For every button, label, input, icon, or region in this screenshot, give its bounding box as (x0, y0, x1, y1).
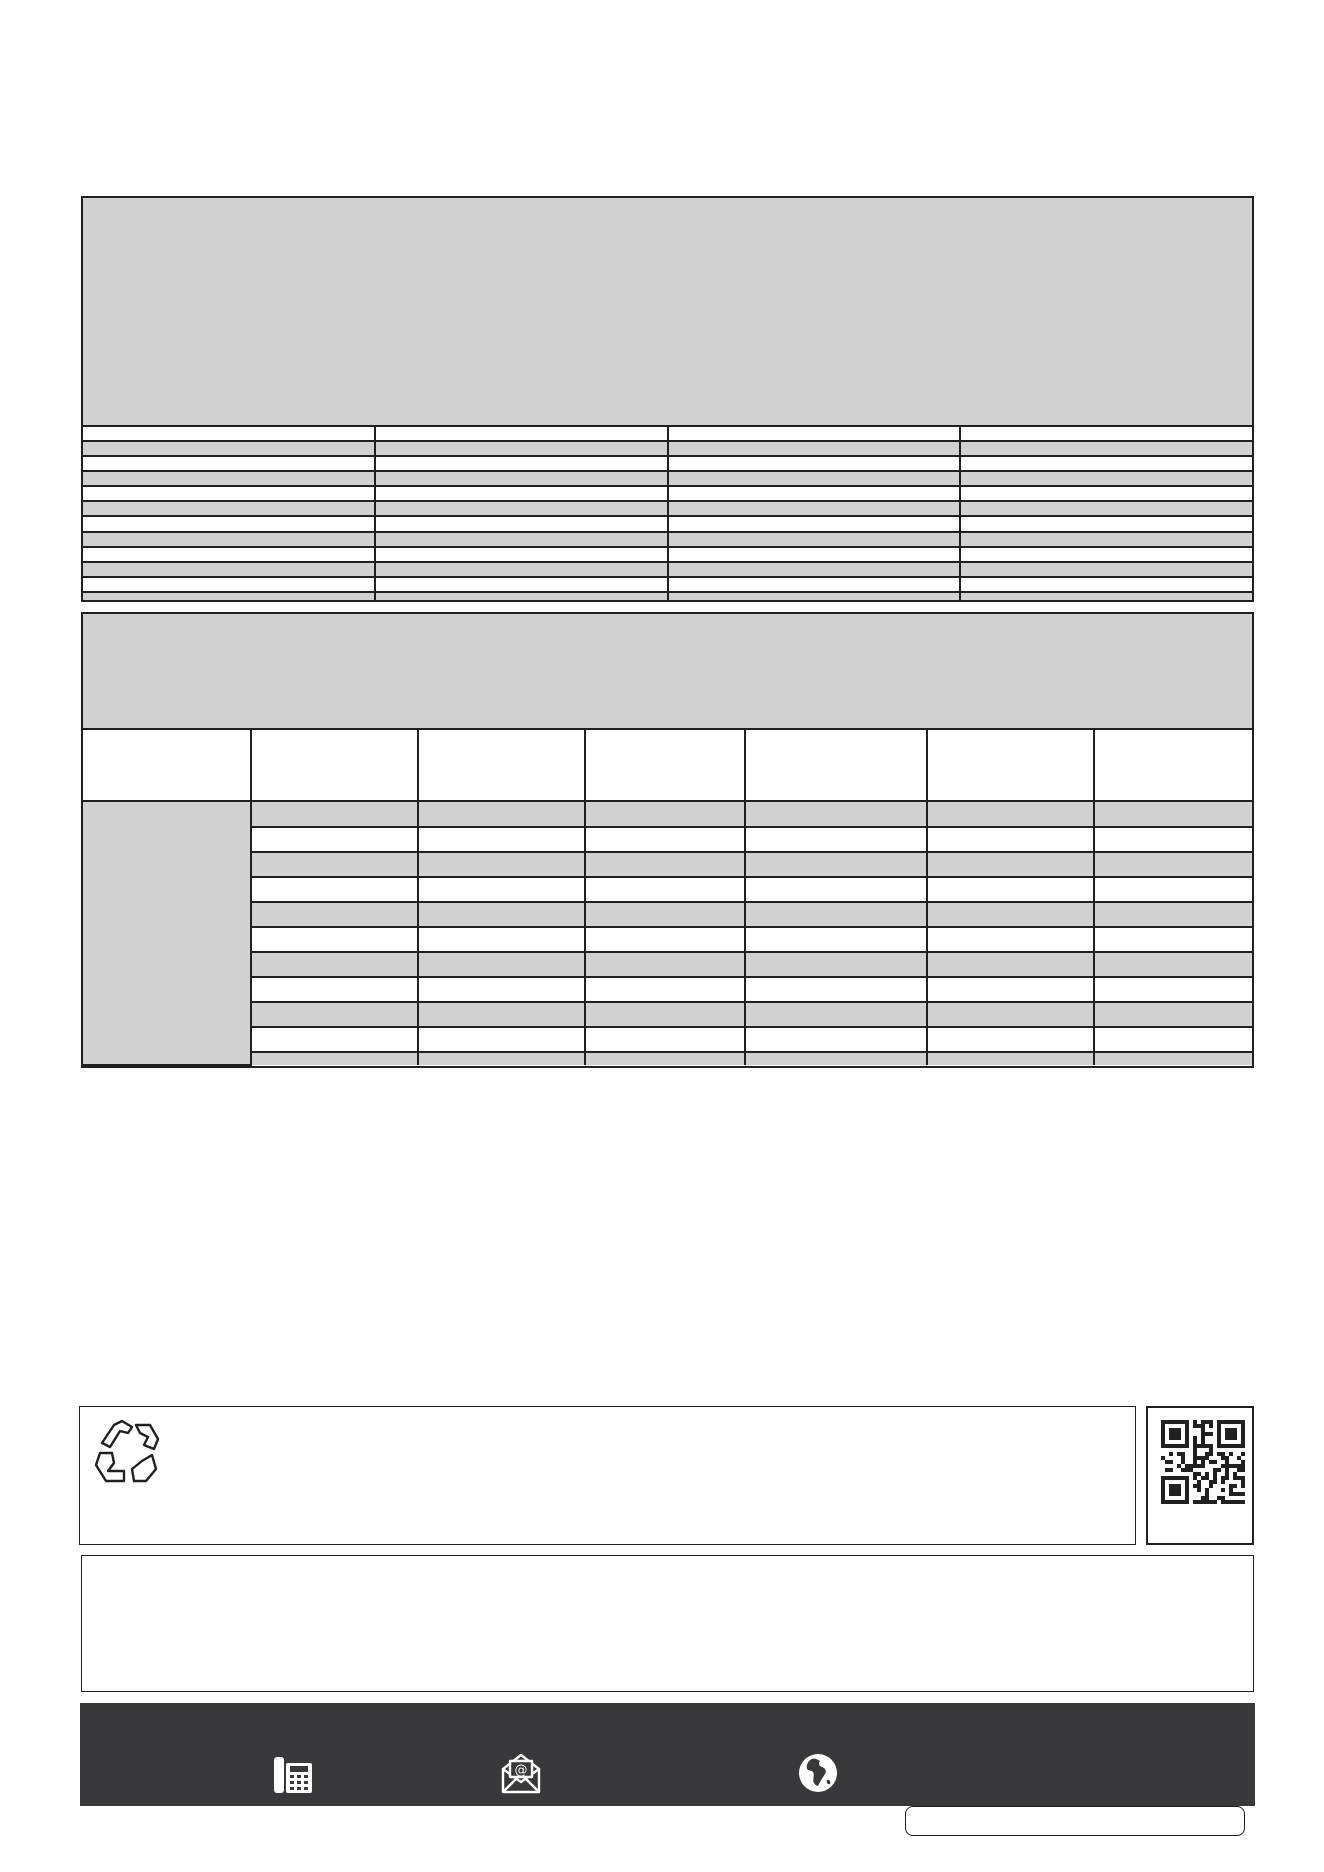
spec-table-row (83, 562, 1252, 577)
perf-table-cell (251, 852, 418, 877)
perf-table-column-header (418, 729, 585, 801)
spec-table-cell (668, 577, 960, 592)
spec-table-cell (668, 456, 960, 471)
perf-table-cell (745, 852, 927, 877)
perf-table-cell (251, 952, 418, 977)
perf-table-cell (1094, 1052, 1252, 1065)
perf-table-group-cell (83, 801, 251, 1065)
contact-bar (80, 1703, 1255, 1806)
spec-table-row (83, 456, 1252, 471)
perf-table-cell (745, 1027, 927, 1052)
perf-table-cell (418, 1027, 585, 1052)
perf-table-cell (745, 927, 927, 952)
spec-table-row (83, 592, 1252, 600)
spec-table-cell (83, 592, 375, 600)
spec-table-cell (83, 562, 375, 577)
qr-box (1146, 1406, 1254, 1545)
spec-table-cell (375, 577, 667, 592)
perf-table-cell (251, 927, 418, 952)
perf-table-cell (418, 977, 585, 1002)
spec-table-cell (375, 426, 667, 441)
spec-table-cell (83, 441, 375, 456)
spec-table-cell (960, 547, 1252, 562)
qr-code (1161, 1420, 1245, 1504)
perf-table-row (83, 801, 1252, 826)
spec-table-cell (960, 501, 1252, 516)
perf-table-row (83, 977, 1252, 1002)
perf-table-row (83, 852, 1252, 877)
perf-table-cell (251, 877, 418, 902)
perf-table-cell (1094, 852, 1252, 877)
spec-table-cell (668, 441, 960, 456)
spec-table-cell (960, 426, 1252, 441)
spec-table-cell (960, 562, 1252, 577)
spec-table-row (83, 486, 1252, 501)
perf-table-cell (585, 1027, 745, 1052)
reference-number-box (905, 1806, 1245, 1836)
performance-table (81, 612, 1254, 1068)
spec-table-cell (668, 562, 960, 577)
perf-table-row (83, 827, 1252, 852)
perf-table-cell (418, 902, 585, 927)
spec-table-cell (960, 592, 1252, 600)
spec-table-row (83, 516, 1252, 531)
perf-table-cell (927, 1002, 1094, 1027)
spec-table-cell (375, 516, 667, 531)
spec-table-row (83, 577, 1252, 592)
perf-table-cell (1094, 1002, 1252, 1027)
perf-table-row (83, 927, 1252, 952)
spec-table-cell (668, 486, 960, 501)
perf-table-cell (251, 827, 418, 852)
spec-table-row (83, 426, 1252, 441)
email-icon (500, 1751, 542, 1795)
perf-table-cell (251, 801, 418, 826)
perf-table-cell (585, 977, 745, 1002)
perf-table-cell (418, 801, 585, 826)
perf-table-cell (585, 877, 745, 902)
perf-table-cell (1094, 902, 1252, 927)
perf-table-cell (585, 927, 745, 952)
spec-table-row (83, 501, 1252, 516)
spec-table-cell (83, 471, 375, 486)
perf-table-cell (745, 952, 927, 977)
spec-table-cell (668, 547, 960, 562)
perf-table-row (83, 952, 1252, 977)
perf-table-cell (927, 1027, 1094, 1052)
svg-text:@: @ (514, 1763, 528, 1778)
spec-table-cell (960, 516, 1252, 531)
perf-table-cell (1094, 927, 1252, 952)
perf-table-cell (745, 827, 927, 852)
spec-table-row (83, 441, 1252, 456)
spec-table-cell (83, 426, 375, 441)
perf-table-column-header (745, 729, 927, 801)
perf-table-cell (1094, 801, 1252, 826)
perf-table-cell (745, 977, 927, 1002)
perf-table-cell (418, 877, 585, 902)
spec-table-cell (375, 532, 667, 547)
spec-table-header (83, 198, 1252, 426)
spec-table-cell (960, 441, 1252, 456)
spec-table-row (83, 547, 1252, 562)
perf-table-header (83, 614, 1252, 729)
perf-table-row (83, 877, 1252, 902)
perf-table-cell (585, 952, 745, 977)
perf-table-cell (585, 1002, 745, 1027)
spec-table-cell (375, 592, 667, 600)
spec-table-cell (668, 501, 960, 516)
perf-table-row (83, 1027, 1252, 1052)
spec-table-cell (83, 532, 375, 547)
spec-table-cell (375, 562, 667, 577)
spec-table-cell (375, 501, 667, 516)
perf-table-cell (1094, 952, 1252, 977)
perf-table-cell (745, 877, 927, 902)
perf-table-cell (418, 1002, 585, 1027)
perf-table-column-header-row (83, 729, 1252, 801)
recycle-icon (92, 1419, 160, 1485)
globe-icon (798, 1753, 838, 1793)
spec-table-cell (375, 471, 667, 486)
perf-table-cell (745, 1052, 927, 1065)
recycling-panel (79, 1406, 1136, 1545)
spec-table-cell (375, 486, 667, 501)
perf-table-cell (418, 1052, 585, 1065)
perf-table-cell (585, 852, 745, 877)
perf-table-cell (927, 827, 1094, 852)
perf-table-cell (745, 801, 927, 826)
perf-table-cell (927, 902, 1094, 927)
perf-table-row (83, 1002, 1252, 1027)
spec-table-cell (375, 456, 667, 471)
spec-table-row (83, 471, 1252, 486)
perf-table-cell (1094, 827, 1252, 852)
spec-table-cell (960, 456, 1252, 471)
spec-table-cell (83, 501, 375, 516)
perf-table-column-header (83, 729, 251, 801)
perf-table-row (83, 1052, 1252, 1065)
telephone-icon (272, 1755, 314, 1795)
spec-table-cell (668, 516, 960, 531)
perf-table-cell (585, 827, 745, 852)
perf-table-cell (927, 852, 1094, 877)
perf-table-cell (927, 927, 1094, 952)
perf-table-cell (585, 1052, 745, 1065)
perf-table-cell (927, 977, 1094, 1002)
spec-table-cell (83, 547, 375, 562)
spec-table-cell (375, 441, 667, 456)
perf-table-cell (927, 877, 1094, 902)
spec-table-cell (375, 547, 667, 562)
spec-table-cell (960, 577, 1252, 592)
notes-panel (81, 1555, 1254, 1692)
spec-table-row (83, 532, 1252, 547)
spec-table-cell (960, 486, 1252, 501)
perf-table-cell (745, 902, 927, 927)
perf-table-cell (927, 1052, 1094, 1065)
perf-table-cell (418, 927, 585, 952)
perf-table-column-header (1094, 729, 1252, 801)
spec-table-cell (668, 592, 960, 600)
perf-table-column-header (251, 729, 418, 801)
spec-table-cell (83, 516, 375, 531)
spec-table-cell (668, 532, 960, 547)
perf-table-cell (585, 902, 745, 927)
perf-table-cell (927, 952, 1094, 977)
perf-table-cell (251, 1002, 418, 1027)
perf-table-column-header (585, 729, 745, 801)
perf-table-cell (745, 1002, 927, 1027)
spec-table-cell (668, 426, 960, 441)
perf-table-cell (251, 902, 418, 927)
spec-table-cell (960, 471, 1252, 486)
perf-table-cell (1094, 877, 1252, 902)
perf-table-cell (418, 827, 585, 852)
perf-table-cell (927, 801, 1094, 826)
perf-table-cell (251, 1052, 418, 1065)
perf-table-row (83, 902, 1252, 927)
spec-table-cell (83, 486, 375, 501)
spec-table-cell (83, 456, 375, 471)
spec-table-cell (83, 577, 375, 592)
perf-table-cell (1094, 1027, 1252, 1052)
spec-table-cell (960, 532, 1252, 547)
specification-table (81, 196, 1254, 602)
perf-table-cell (418, 852, 585, 877)
perf-table-cell (1094, 977, 1252, 1002)
perf-table-cell (251, 1027, 418, 1052)
spec-table-cell (668, 471, 960, 486)
perf-table-cell (585, 801, 745, 826)
perf-table-column-header (927, 729, 1094, 801)
perf-table-cell (251, 977, 418, 1002)
perf-table-cell (418, 952, 585, 977)
